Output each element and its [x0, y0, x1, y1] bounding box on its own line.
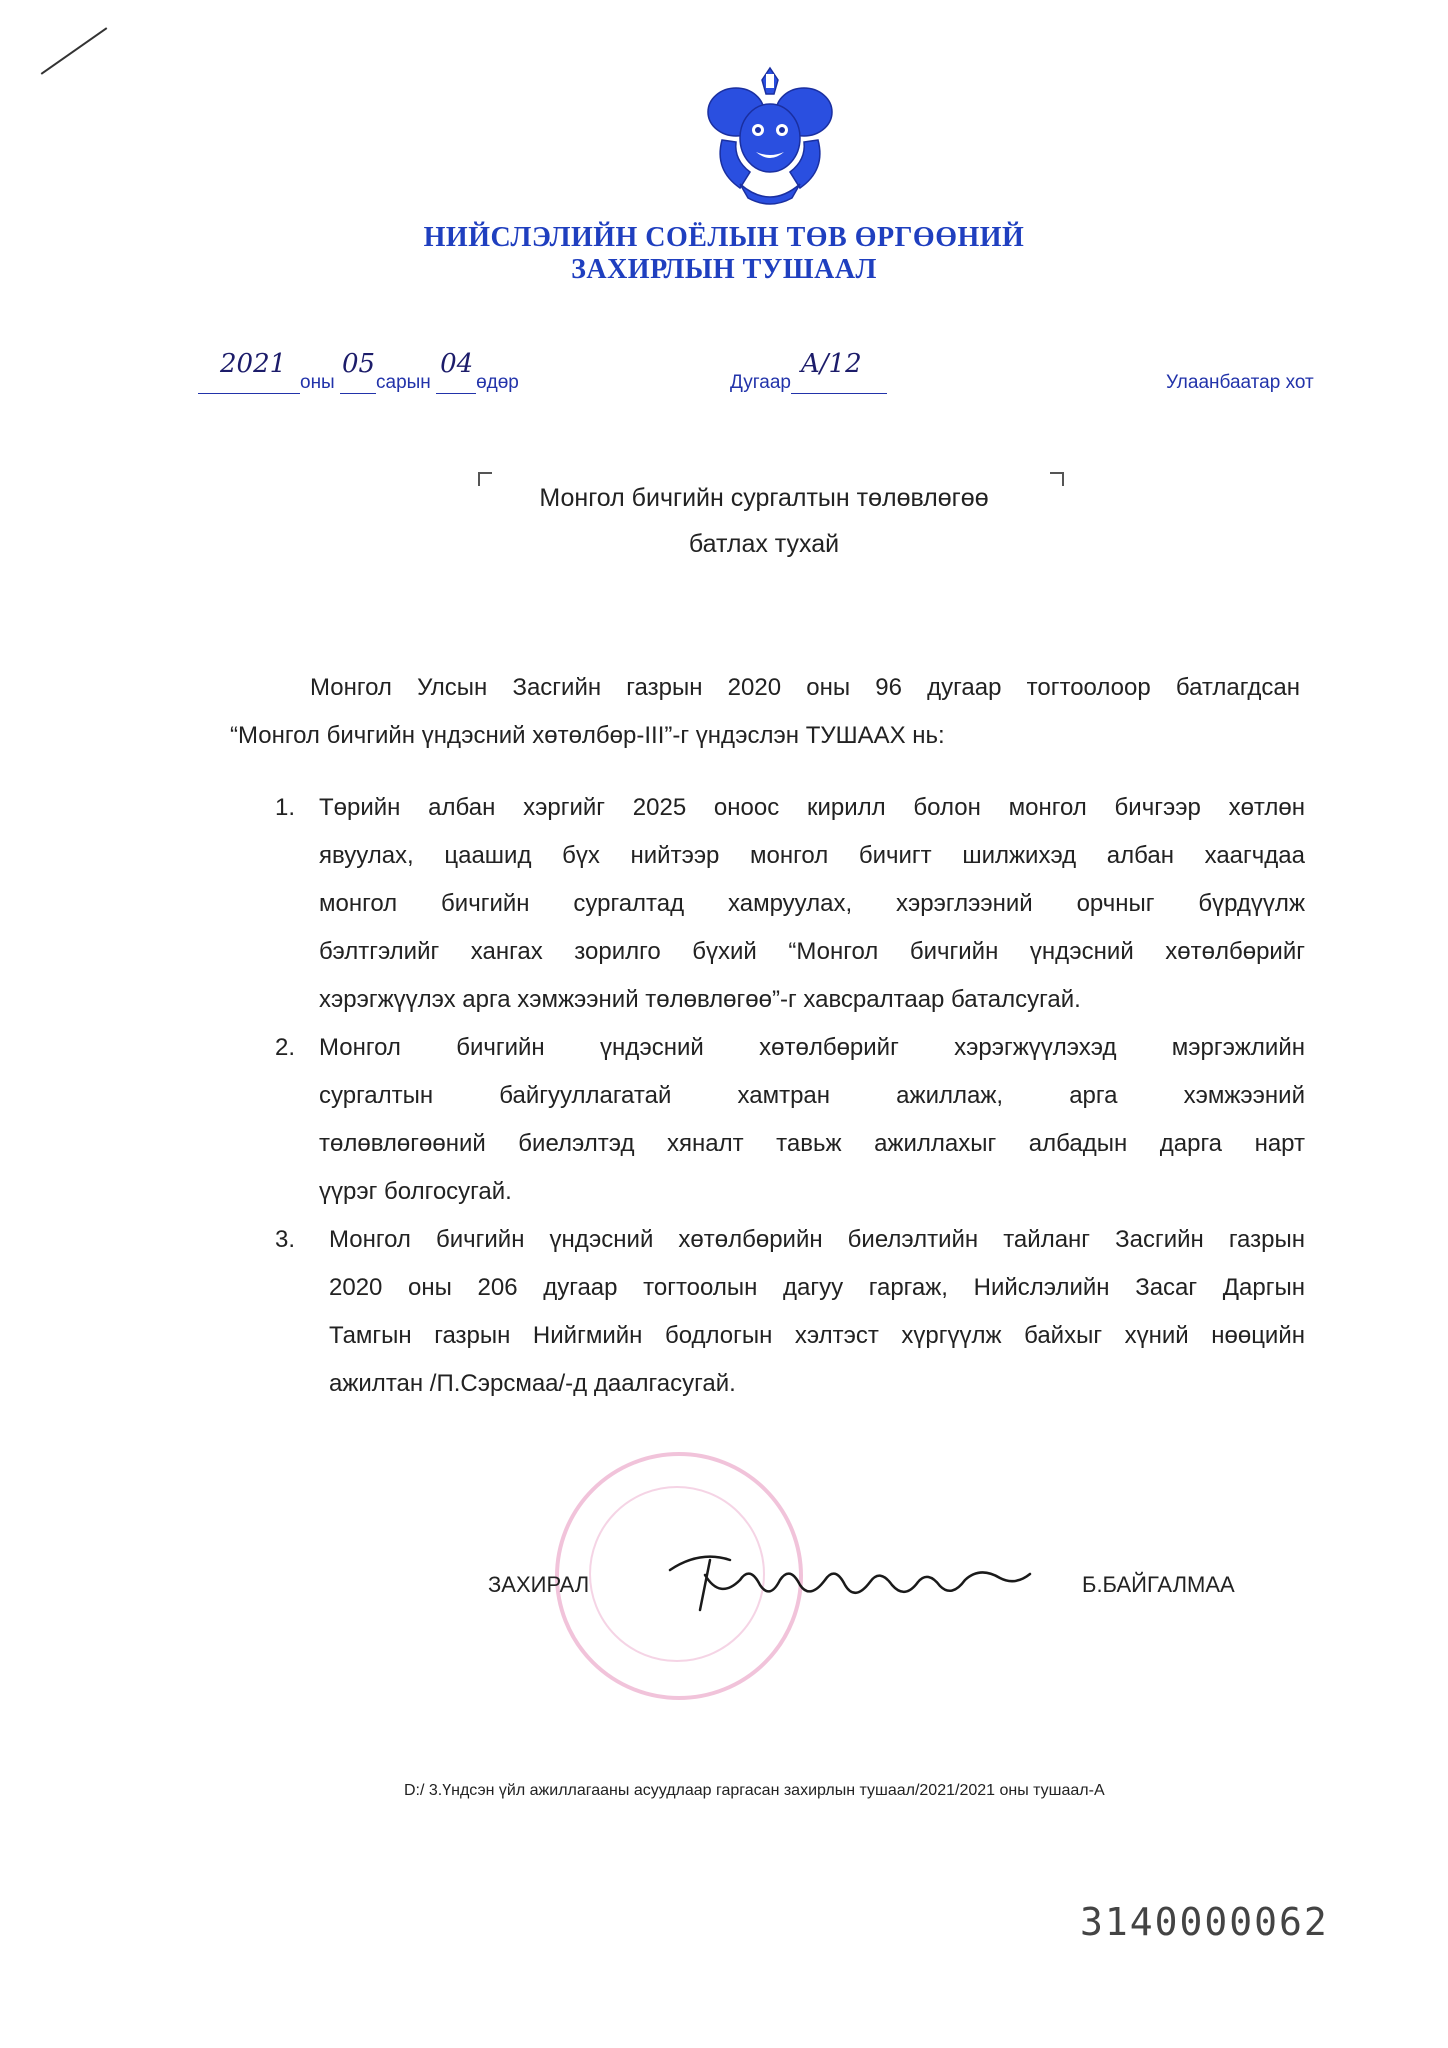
item-line: явуулах, цаашид бүх нийтээр монгол бичигт шилжихэд албан хаагчдаа: [319, 842, 1305, 869]
subject-line1: Монгол бичгийн сургалтын төлөвлөгөө: [539, 484, 989, 512]
scan-mark: [41, 27, 108, 75]
item-number: 2.: [275, 1034, 296, 1061]
date-field: [198, 349, 519, 394]
document-number: [730, 349, 887, 394]
subject-line2: батлах тухай: [688, 530, 840, 558]
item-line: төлөвлөгөөний биелэлтэд хяналт тавьж ажиллахыг албадын дарга нарт: [319, 1130, 1305, 1157]
header-title-line1: НИЙСЛЭЛИЙН СОЁЛЫН ТӨВ ӨРГӨӨНИЙ: [423, 222, 1025, 253]
item-line: Монгол бичгийн үндэсний хөтөлбөрийг хэрэгжүүлэхэд мэргэжлийн: [319, 1034, 1305, 1061]
date-year-suffix: оны: [300, 372, 335, 393]
date-day-suffix: өдөр: [476, 372, 519, 393]
handwritten-signature: [660, 1530, 1040, 1620]
item-line: 2020 оны 206 дугаар тогтоолын дагуу гаргаж, Нийслэлийн Засаг Даргын: [329, 1274, 1305, 1301]
item-line: бэлтгэлийг хангах зорилго бүхий “Монгол бичгийн үндэсний хөтөлбөрийг: [319, 938, 1305, 965]
date-month-suffix: сарын: [376, 372, 431, 393]
file-path: D:/ 3.Үндсэн үйл ажиллагааны асуудлаар гаргасан захирлын тушаал/2021/2021 оны тушаал-А: [404, 1782, 1105, 1799]
item-line: Төрийн албан хэргийг 2025 оноос кирилл болон монгол бичгээр хөтлөн: [319, 794, 1305, 821]
item-line: монгол бичгийн сургалтад хамруулах, хэрэглээний орчныг бүрдүүлж: [319, 890, 1305, 917]
item-line: Тамгын газрын Нийгмийн бодлогын хэлтэст хүргүүлж байхыг хүний нөөцийн: [329, 1322, 1305, 1349]
order-items: [275, 784, 1305, 1408]
item-number: 1.: [275, 794, 296, 821]
date-year: 2021: [220, 349, 287, 379]
intro-line2: “Монгол бичгийн үндэсний хөтөлбөр-III”-г үндэслэн ТУШААХ нь:: [230, 722, 945, 749]
order-item: [275, 1216, 1305, 1408]
item-line: Монгол бичгийн үндэсний хөтөлбөрийн биелэлтийн тайланг Засгийн газрын: [329, 1226, 1305, 1253]
header-title-line2: ЗАХИРЛЫН ТУШААЛ: [571, 254, 877, 285]
intro-paragraph: [230, 664, 1300, 760]
serial-number: 3140000062: [1080, 1900, 1329, 1944]
item-line: сургалтын байгууллагатай хамтран ажиллаж, арга хэмжээний: [319, 1082, 1305, 1109]
order-item: [275, 1024, 1305, 1216]
soyombo-emblem-icon: [700, 60, 840, 210]
date-day: 04: [440, 349, 474, 379]
city: Улаанбаатар хот: [1166, 372, 1314, 393]
number-label: Дугаар: [730, 372, 791, 393]
item-line: хэрэгжүүлэх арга хэмжээний төлөвлөгөө”-г хавсралтаар баталсугай.: [319, 986, 1081, 1013]
number-value: A/12: [801, 349, 862, 379]
item-number: 3.: [275, 1226, 296, 1253]
signer-name: Б.БАЙГАЛМАА: [1082, 1572, 1235, 1597]
item-line: үүрэг болгосугай.: [319, 1178, 512, 1205]
item-line: ажилтан /П.Сэрсмаа/-д даалгасугай.: [329, 1370, 736, 1397]
signer-title: ЗАХИРАЛ: [488, 1572, 590, 1597]
order-item: [275, 784, 1305, 1024]
intro-line1: Монгол Улсын Засгийн газрын 2020 оны 96 дугаар тогтоолоор батлагдсан: [310, 674, 1300, 701]
date-month: 05: [342, 349, 376, 379]
